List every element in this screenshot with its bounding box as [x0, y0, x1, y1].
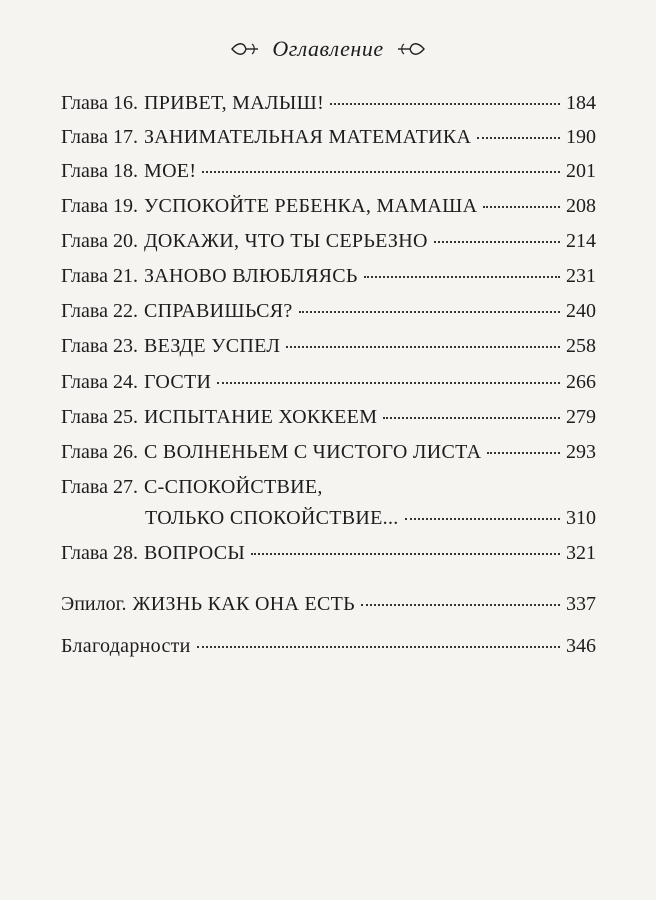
- entry-page: 346: [566, 635, 596, 657]
- entry-title: ПРИВЕТ, МАЛЫШ!: [143, 92, 325, 114]
- toc-entry[interactable]: [61, 263, 596, 289]
- toc-entry-continuation[interactable]: [145, 505, 596, 531]
- entry-page: 337: [566, 593, 596, 615]
- entry-page: 184: [566, 92, 596, 114]
- page-title: Оглавление: [272, 36, 384, 61]
- right-ornament-icon: [396, 40, 426, 58]
- left-ornament-icon: [230, 40, 260, 58]
- entry-prefix: Глава 17.: [61, 126, 138, 148]
- entry-title: ЗАНОВО ВЛЮБЛЯЯСЬ: [143, 265, 358, 287]
- leader-dots: [286, 346, 560, 348]
- entry-title: ЖИЗНЬ КАК ОНА ЕСТЬ: [132, 593, 355, 615]
- entry-title: С ВОЛНЕНЬЕМ С ЧИСТОГО ЛИСТА: [143, 441, 482, 463]
- entry-page: 266: [566, 371, 596, 393]
- entry-title: ДОКАЖИ, ЧТО ТЫ СЕРЬЕЗНО: [143, 230, 428, 252]
- toc-entry[interactable]: [61, 228, 596, 254]
- entry-prefix: Глава 18.: [61, 160, 138, 182]
- entry-page: 293: [566, 441, 596, 463]
- entry-page: 258: [566, 335, 596, 357]
- leader-dots: [361, 604, 560, 606]
- entry-title: ИСПЫТАНИЕ ХОККЕЕМ: [143, 406, 378, 428]
- entry-page: 208: [566, 195, 596, 217]
- entry-title: СПРАВИШЬСЯ?: [143, 300, 293, 322]
- leader-dots: [434, 241, 560, 243]
- entry-title: С-СПОКОЙСТВИЕ,: [143, 476, 323, 498]
- leader-dots: [202, 171, 560, 173]
- entry-page: 231: [566, 265, 596, 287]
- toc-entry[interactable]: [61, 158, 596, 184]
- entry-prefix: Глава 23.: [61, 335, 138, 357]
- entry-page: 279: [566, 406, 596, 428]
- leader-dots: [405, 518, 560, 520]
- leader-dots: [330, 103, 560, 105]
- toc-entry[interactable]: [61, 404, 596, 430]
- toc-entry[interactable]: [61, 333, 596, 359]
- entry-title: ЗАНИМАТЕЛЬНАЯ МАТЕМАТИКА: [143, 126, 472, 148]
- entry-title: ВЕЗДЕ УСПЕЛ: [143, 335, 281, 357]
- entry-page: 201: [566, 160, 596, 182]
- leader-dots: [487, 452, 560, 454]
- toc-entry[interactable]: [61, 591, 596, 617]
- leader-dots: [383, 417, 560, 419]
- entry-title: МОЕ!: [143, 160, 197, 182]
- entry-title: УСПОКОЙТЕ РЕБЕНКА, МАМАША: [143, 195, 478, 217]
- toc-entry[interactable]: [61, 633, 596, 659]
- leader-dots: [477, 137, 560, 139]
- leader-dots: [483, 206, 560, 208]
- toc-entry[interactable]: [61, 193, 596, 219]
- toc-entry[interactable]: [61, 369, 596, 395]
- entry-prefix: Глава 28.: [61, 542, 138, 564]
- toc-header: [0, 36, 656, 62]
- entry-page: 321: [566, 542, 596, 564]
- entry-prefix: Эпилог.: [61, 593, 127, 615]
- entry-prefix: Глава 26.: [61, 441, 138, 463]
- entry-title: ВОПРОСЫ: [143, 542, 246, 564]
- toc-entry[interactable]: [61, 298, 596, 324]
- toc-entry[interactable]: [61, 439, 596, 465]
- entry-title: ГОСТИ: [143, 371, 212, 393]
- entry-page: 240: [566, 300, 596, 322]
- entry-title: Благодарности: [61, 635, 191, 657]
- entry-prefix: Глава 20.: [61, 230, 138, 252]
- entry-prefix: Глава 22.: [61, 300, 138, 322]
- entry-page: 190: [566, 126, 596, 148]
- entry-prefix: Глава 16.: [61, 92, 138, 114]
- leader-dots: [197, 646, 560, 648]
- entry-page: 214: [566, 230, 596, 252]
- toc-entry[interactable]: [61, 474, 596, 500]
- entry-prefix: Глава 24.: [61, 371, 138, 393]
- leader-dots: [364, 276, 560, 278]
- toc-entry[interactable]: [61, 90, 596, 116]
- leader-dots: [217, 382, 560, 384]
- toc-entry[interactable]: [61, 540, 596, 566]
- entry-prefix: Глава 27.: [61, 476, 138, 498]
- entry-prefix: Глава 21.: [61, 265, 138, 287]
- entry-prefix: Глава 19.: [61, 195, 138, 217]
- entry-page: 310: [566, 507, 596, 529]
- leader-dots: [251, 553, 560, 555]
- toc-entry[interactable]: [61, 124, 596, 150]
- entry-title-continued: ТОЛЬКО СПОКОЙСТВИЕ...: [145, 507, 399, 529]
- leader-dots: [299, 311, 560, 313]
- entry-prefix: Глава 25.: [61, 406, 138, 428]
